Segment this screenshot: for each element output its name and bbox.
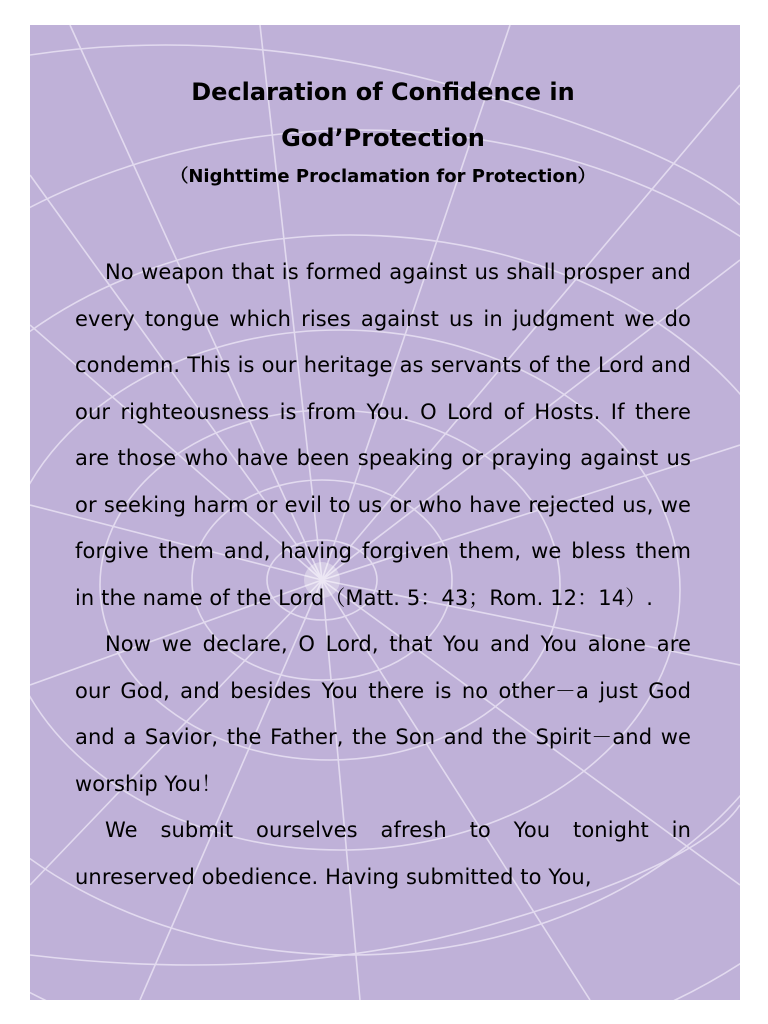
paragraph-1: No weapon that is formed against us shall prosper and every tongue which rises against us in judgment we do condemn. This is our heritage as servants of the Lord and our righteousness is from You. O Lord of Hosts. If there are those who have been speaking or praying against us or seeking harm or evil to us or who have rejected us, we forgive them and, having forgiven them, we bless them in the name of the Lord（Matt. 5：43；Rom. 12：14）. <box>75 260 691 610</box>
document-subtitle: （Nighttime Proclamation for Protection） <box>170 166 596 187</box>
paragraph-2: Now we declare, O Lord, that You and You alone are our God, and besides You there is no other－a just God and a Savior, the Father, the Son and the Spirit－and we worship You！ <box>75 632 691 796</box>
document-body <box>75 249 691 900</box>
document-page <box>30 25 740 1000</box>
paragraph-3: We submit ourselves afresh to You tonight in unreserved obedience. Having submitted to You, <box>75 818 691 889</box>
document-title-line-2: God’Protection <box>281 124 485 152</box>
document-content <box>75 25 691 900</box>
document-title-line-1: Declaration of Confidence in <box>191 78 575 106</box>
